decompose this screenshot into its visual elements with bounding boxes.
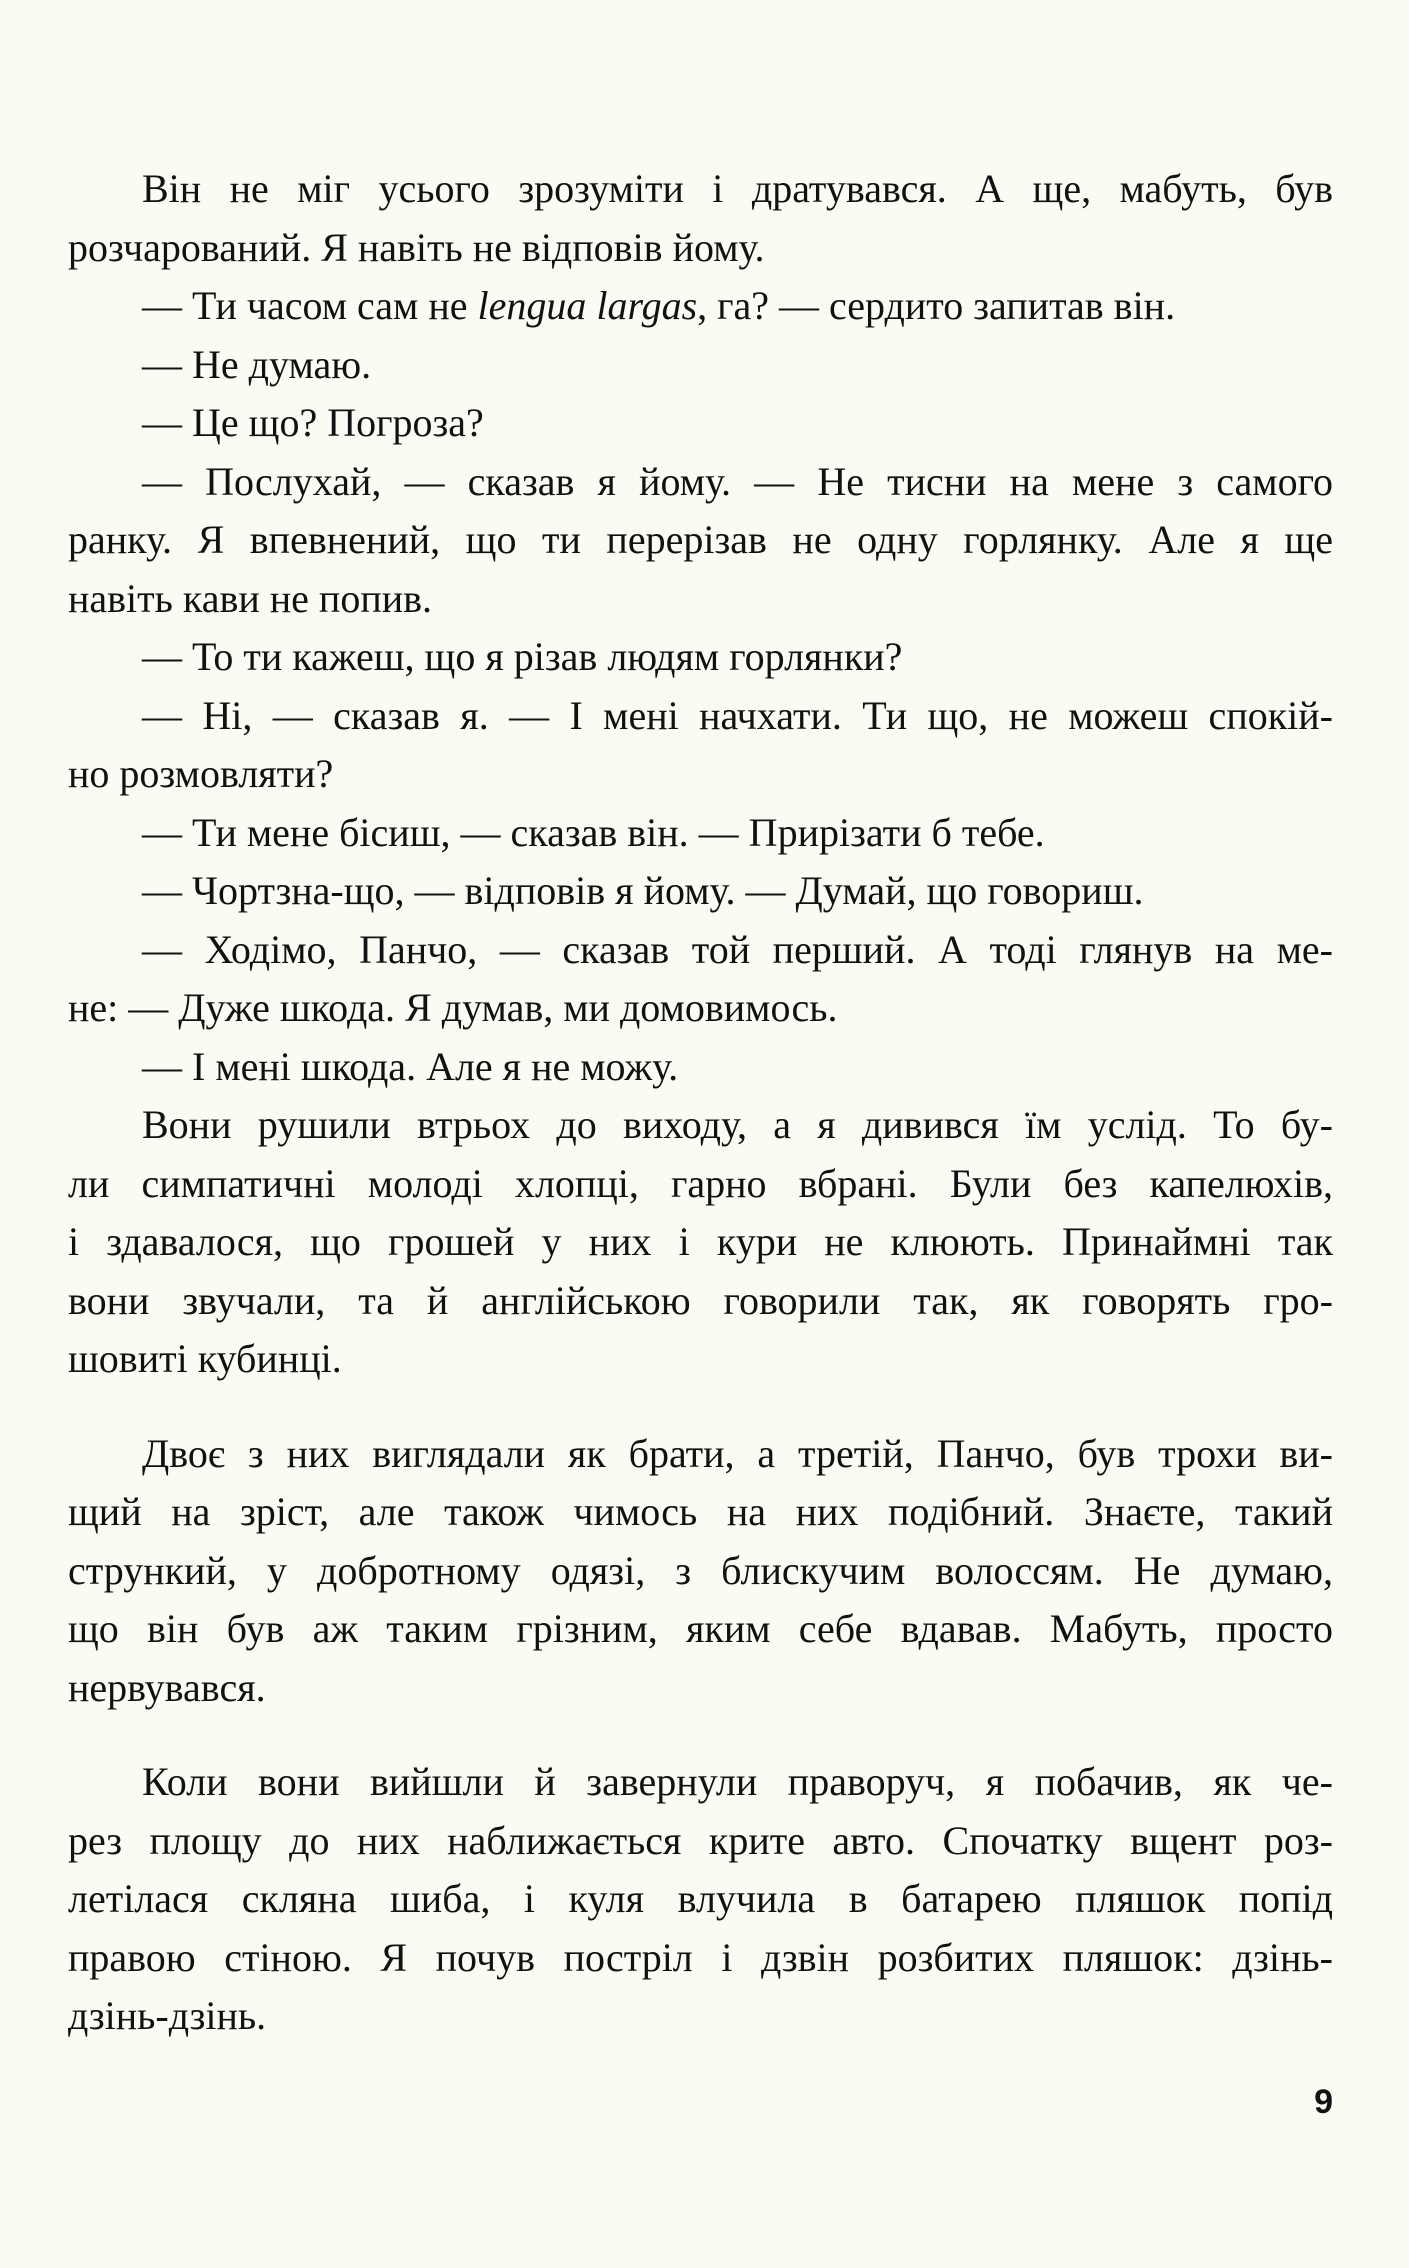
text-line: — Це що? Погроза? (142, 400, 484, 445)
paragraph-gap (68, 1389, 1333, 1425)
paragraph-gap (68, 1717, 1333, 1753)
text-line: — І мені шкода. Але я не можу. (142, 1043, 679, 1089)
text-line: Він не міг усього зрозуміти і дратувався. А ще, мабуть, був (142, 166, 1333, 211)
text-line: — Послухай, — сказав я йому. — Не тисни на мене з самого (142, 458, 1333, 504)
text-line: щий на зріст, але також чимось на них подібний. Знаєте, такий (68, 1489, 1333, 1534)
text-line: Вони рушили втрьох до виходу, а я дивився їм услід. То бу- (142, 1102, 1333, 1147)
text-line: — Ходімо, Панчо, — сказав той перший. А тоді глянув на ме- (142, 926, 1333, 972)
text-line: навіть кави не попив. (68, 575, 433, 621)
page-number: 9 (1314, 2083, 1333, 2121)
text-line: стрункий, у добротному одязі, з блискучим волоссям. Не думаю, (68, 1547, 1333, 1593)
text-line: Двоє з них виглядали як брати, а третій, Панчо, був трохи ви- (142, 1430, 1333, 1476)
text-line: ли симпатичні молоді хлопці, гарно вбрані. Були без капелюхів, (68, 1160, 1333, 1206)
text-line: — Ні, — сказав я. — І мені начхати. Ти що, не можеш спокій- (142, 692, 1333, 738)
text-line: — Не думаю. (142, 341, 372, 387)
text-line: нервувався. (68, 1664, 266, 1710)
text-span: , га? — сердито запитав він. (697, 283, 1176, 328)
text-line-with-italic (68, 277, 1333, 336)
text-span: — Ти часом сам не (142, 283, 478, 328)
text-line: — То ти кажеш, що я різав людям горлянки? (142, 634, 903, 679)
text-line: летілася скляна шиба, і куля влучила в батарею пляшок попід (68, 1876, 1333, 1921)
text-line: ранку. Я впевнений, що ти перерізав не одну горлянку. Але я ще (68, 517, 1333, 562)
text-line: вони звучали, та й англійською говорили так, як говорять гро- (68, 1277, 1333, 1323)
text-line: що він був аж таким грізним, яким себе вдавав. Мабуть, просто (68, 1606, 1333, 1651)
text-line: Коли вони вийшли й завернули праворуч, я побачив, як че- (142, 1759, 1333, 1804)
text-line: шовиті кубинці. (68, 1336, 342, 1381)
text-line: не: — Дуже шкода. Я думав, ми домовимось. (68, 985, 838, 1030)
body-text (68, 160, 1333, 2046)
text-line: но розмовляти? (68, 751, 334, 796)
text-line: — Ти мене бісиш, — сказав він. — Прирізати б тебе. (142, 809, 1045, 855)
text-line: розчарований. Я навіть не відповів йому. (68, 224, 765, 270)
text-line: правою стіною. Я почув постріл і дзвін розбитих пляшок: дзінь- (68, 1934, 1333, 1980)
text-line: і здавалося, що грошей у них і кури не клюють. Принаймні так (68, 1219, 1333, 1264)
text-line: рез площу до них наближається крите авто. Спочатку вщент роз- (68, 1817, 1333, 1863)
text-line: дзінь-дзінь. (68, 1993, 267, 2038)
text-line: — Чортзна-що, — відповів я йому. — Думай, що говориш. (142, 868, 1144, 913)
italic-phrase: lengua largas (477, 283, 698, 328)
